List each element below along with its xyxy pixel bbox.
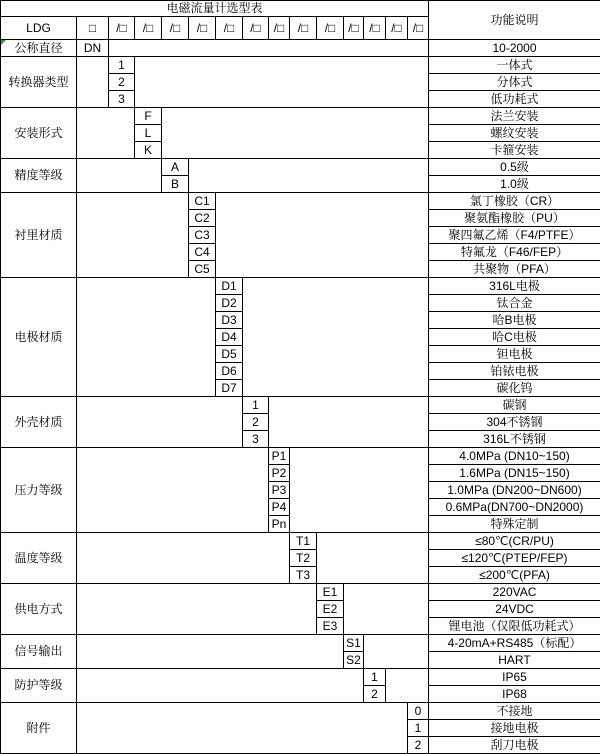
function-cell: 低功耗式 <box>429 91 600 108</box>
model-slash-box: /□ <box>243 17 269 40</box>
function-cell: ≤200℃(PFA) <box>429 567 600 584</box>
function-cell: 1.0级 <box>429 176 600 193</box>
table-title: 电磁流量计选型表 <box>1 1 429 17</box>
function-cell: 1.6MPa (DN15~150) <box>429 465 600 482</box>
function-cell: 氯丁橡胶（CR） <box>429 193 600 210</box>
code-cell: P1 <box>269 448 290 465</box>
empty-cell <box>77 193 189 278</box>
empty-cell <box>77 278 216 397</box>
code-cell: T2 <box>290 550 317 567</box>
function-cell: 哈C电极 <box>429 329 600 346</box>
function-cell: 钽电极 <box>429 346 600 363</box>
code-cell: C3 <box>189 227 216 244</box>
model-slash-box: /□ <box>386 17 408 40</box>
model-prefix: LDG <box>1 17 77 40</box>
function-cell: 哈B电极 <box>429 312 600 329</box>
section-label-signal-output: 信号输出 <box>1 635 77 669</box>
empty-cell <box>317 533 429 584</box>
code-cell: S2 <box>344 652 364 669</box>
section-label-electrode-material: 电极材质 <box>1 278 77 397</box>
function-cell: ≤120℃(PTEP/FEP) <box>429 550 600 567</box>
function-cell: 卡箍安装 <box>429 142 600 159</box>
code-cell: B <box>162 176 189 193</box>
code-cell: 3 <box>243 431 269 448</box>
section-label-lining-material: 衬里材质 <box>1 193 77 278</box>
empty-cell <box>162 108 429 159</box>
code-cell: P3 <box>269 482 290 499</box>
empty-cell <box>189 159 429 193</box>
model-slash-box: /□ <box>216 17 243 40</box>
code-cell: 2 <box>364 686 386 703</box>
section-label-accessories: 附件 <box>1 703 77 754</box>
function-cell: IP68 <box>429 686 600 703</box>
model-slash-box: /□ <box>317 17 344 40</box>
model-box: □ <box>77 17 109 40</box>
function-cell: 0.6MPa(DN700~DN2000) <box>429 499 600 516</box>
code-cell: 1 <box>243 397 269 414</box>
empty-cell <box>77 57 109 108</box>
function-cell: 碳钢 <box>429 397 600 414</box>
empty-cell <box>344 584 429 635</box>
function-cell: 钛合金 <box>429 295 600 312</box>
function-cell: 聚氨酯橡胶（PU） <box>429 210 600 227</box>
code-cell: T1 <box>290 533 317 550</box>
code-cell: C4 <box>189 244 216 261</box>
code-cell: P2 <box>269 465 290 482</box>
code-cell: 2 <box>243 414 269 431</box>
model-slash-box: /□ <box>269 17 290 40</box>
code-cell: A <box>162 159 189 176</box>
function-column-header: 功能说明 <box>429 1 600 40</box>
section-label-nominal-diameter: 公称直径 <box>1 40 77 57</box>
empty-cell <box>77 397 243 448</box>
empty-cell <box>77 159 162 193</box>
code-cell: D2 <box>216 295 243 312</box>
function-cell: 聚四氟乙烯（F4/PTFE） <box>429 227 600 244</box>
model-slash-box: /□ <box>189 17 216 40</box>
function-cell: HART <box>429 652 600 669</box>
code-cell: P4 <box>269 499 290 516</box>
function-cell: 0.5级 <box>429 159 600 176</box>
code-cell: 0 <box>408 703 429 720</box>
empty-cell <box>77 703 408 754</box>
code-cell: 3 <box>109 91 135 108</box>
code-cell: E3 <box>317 618 344 635</box>
empty-cell <box>290 448 429 533</box>
code-cell: D6 <box>216 363 243 380</box>
code-cell: F <box>135 108 162 125</box>
code-cell: 1 <box>364 669 386 686</box>
function-cell: 共聚物（PFA） <box>429 261 600 278</box>
empty-cell <box>386 669 429 703</box>
model-slash-box: /□ <box>135 17 162 40</box>
function-cell: 法兰安装 <box>429 108 600 125</box>
section-label-protection-rating: 防护等级 <box>1 669 77 703</box>
empty-cell <box>109 40 429 57</box>
function-cell: 4-20mA+RS485（标配） <box>429 635 600 652</box>
code-cell: DN <box>77 40 109 57</box>
code-cell: D4 <box>216 329 243 346</box>
function-cell: 316L电极 <box>429 278 600 295</box>
function-cell: 10-2000 <box>429 40 600 57</box>
function-cell: 分体式 <box>429 74 600 91</box>
code-cell: E2 <box>317 601 344 618</box>
function-cell: 1.0MPa (DN200~DN600) <box>429 482 600 499</box>
function-cell: 一体式 <box>429 57 600 74</box>
function-cell: 接地电极 <box>429 720 600 737</box>
code-cell: D3 <box>216 312 243 329</box>
model-slash-box: /□ <box>364 17 386 40</box>
code-cell: K <box>135 142 162 159</box>
code-cell: E1 <box>317 584 344 601</box>
model-slash-box: /□ <box>344 17 364 40</box>
code-cell: D7 <box>216 380 243 397</box>
function-cell: 锂电池（仅限低功耗式） <box>429 618 600 635</box>
function-cell: 304不锈钢 <box>429 414 600 431</box>
model-slash-box: /□ <box>408 17 429 40</box>
empty-cell <box>135 57 429 108</box>
section-label-converter-type: 转换器类型 <box>1 57 77 108</box>
code-cell: S1 <box>344 635 364 652</box>
section-label-installation-type: 安装形式 <box>1 108 77 159</box>
section-label-housing-material: 外壳材质 <box>1 397 77 448</box>
code-cell: 2 <box>109 74 135 91</box>
empty-cell <box>243 278 429 397</box>
section-label-accuracy-class: 精度等级 <box>1 159 77 193</box>
empty-cell <box>77 669 364 703</box>
function-cell: 24VDC <box>429 601 600 618</box>
model-slash-box: /□ <box>109 17 135 40</box>
code-cell: 1 <box>109 57 135 74</box>
function-cell: 316L不锈钢 <box>429 431 600 448</box>
empty-cell <box>77 108 135 159</box>
empty-cell <box>77 635 344 669</box>
empty-cell <box>269 397 429 448</box>
empty-cell <box>364 635 429 669</box>
code-cell: 2 <box>408 737 429 754</box>
code-cell: C2 <box>189 210 216 227</box>
function-cell: IP65 <box>429 669 600 686</box>
function-cell: 不接地 <box>429 703 600 720</box>
function-cell: 铂铱电极 <box>429 363 600 380</box>
code-cell: C1 <box>189 193 216 210</box>
section-label-power-supply: 供电方式 <box>1 584 77 635</box>
function-cell: 碳化钨 <box>429 380 600 397</box>
code-cell: D1 <box>216 278 243 295</box>
empty-cell <box>77 584 317 635</box>
function-cell: 刮刀电极 <box>429 737 600 754</box>
empty-cell <box>77 533 290 584</box>
function-cell: 特殊定制 <box>429 516 600 533</box>
empty-cell <box>77 448 269 533</box>
function-cell: 特氟龙（F46/FEP） <box>429 244 600 261</box>
function-cell: 220VAC <box>429 584 600 601</box>
function-cell: ≤80℃(CR/PU) <box>429 533 600 550</box>
empty-cell <box>216 193 429 278</box>
model-slash-box: /□ <box>162 17 189 40</box>
function-cell: 螺纹安装 <box>429 125 600 142</box>
cell-flag-green <box>1 40 6 45</box>
code-cell: C5 <box>189 261 216 278</box>
code-cell: T3 <box>290 567 317 584</box>
code-cell: L <box>135 125 162 142</box>
section-label-pressure-rating: 压力等级 <box>1 448 77 533</box>
code-cell: D5 <box>216 346 243 363</box>
code-cell: 1 <box>408 720 429 737</box>
model-slash-box: /□ <box>290 17 317 40</box>
section-label-temperature-rating: 温度等级 <box>1 533 77 584</box>
code-cell: Pn <box>269 516 290 533</box>
function-cell: 4.0MPa (DN10~150) <box>429 448 600 465</box>
